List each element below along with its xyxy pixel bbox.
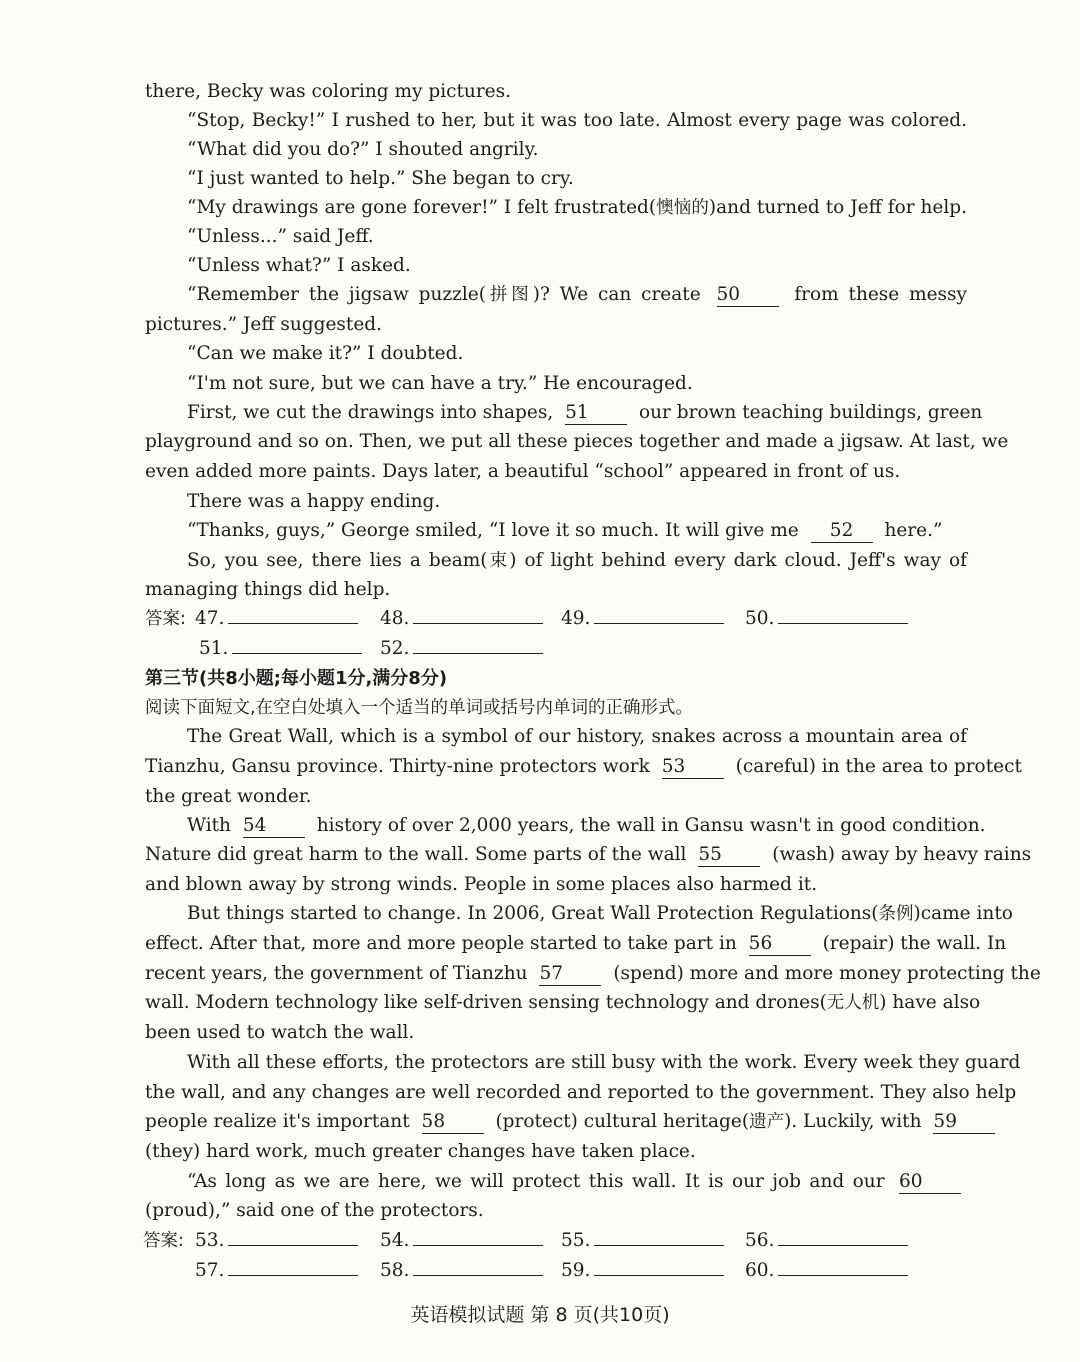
- text-span: ). Luckily, with: [784, 1111, 922, 1132]
- passage-line: [145, 1107, 967, 1137]
- answer-line[interactable]: [413, 1257, 543, 1276]
- passage-line: [187, 398, 983, 428]
- text-span: So, you see, there lies a beam(: [187, 550, 488, 571]
- text-span: First, we cut the drawings into shapes,: [187, 402, 554, 423]
- section-title: 第三节(共8小题;每小题1分,满分8分): [145, 668, 448, 689]
- passage-line: “Unless what?” I asked.: [187, 255, 411, 276]
- passage-line: There was a happy ending.: [187, 491, 441, 512]
- text-span: effect. After that, more and more people started to take part in: [145, 933, 737, 954]
- blank-50[interactable]: 50: [717, 284, 779, 307]
- chinese-gloss: 拼图: [485, 285, 533, 305]
- text-span: )came into: [913, 903, 1013, 924]
- text-span: wall. Modern technology like self-driven sensing technology and drones(: [145, 992, 827, 1013]
- passage-line: [187, 1167, 967, 1197]
- passage-line: managing things did help.: [145, 579, 391, 600]
- text-span: Nature did great harm to the wall. Some parts of the wall: [145, 844, 687, 865]
- passage-line: [145, 959, 1041, 989]
- passage-line: [145, 752, 1022, 782]
- answer-line[interactable]: [778, 1227, 908, 1246]
- answer-slot-54[interactable]: [380, 1226, 543, 1256]
- answer-row: [145, 1256, 967, 1286]
- answer-slot-52[interactable]: [380, 634, 543, 664]
- answer-slot-58[interactable]: [380, 1256, 543, 1286]
- answer-number: 59.: [561, 1260, 591, 1281]
- answer-slot-50[interactable]: [745, 604, 908, 634]
- answer-row: [145, 604, 967, 634]
- answer-line[interactable]: [413, 605, 543, 624]
- passage-line: been used to watch the wall.: [145, 1022, 415, 1043]
- passage-line: pictures.” Jeff suggested.: [145, 314, 383, 335]
- answer-number: 48.: [380, 608, 410, 629]
- text-span: (wash) away by heavy rains: [772, 844, 1032, 865]
- passage-line: “I just wanted to help.” She began to cry.: [187, 168, 574, 189]
- blank-54[interactable]: 54: [243, 815, 305, 838]
- passage-line: the great wonder.: [145, 786, 312, 807]
- passage-line: “Stop, Becky!” I rushed to her, but it was too late. Almost every page was colored.: [187, 110, 967, 131]
- answer-number: 50.: [745, 608, 775, 629]
- passage-line: With all these efforts, the protectors are still busy with the work. Every week they guard: [187, 1052, 1021, 1073]
- passage-line: (they) hard work, much greater changes have taken place.: [145, 1141, 696, 1162]
- answer-line[interactable]: [778, 605, 908, 624]
- text-span: “Remember the jigsaw puzzle(: [187, 284, 486, 305]
- answer-slot-49[interactable]: [561, 604, 724, 634]
- answer-number: 52.: [380, 638, 410, 659]
- answer-slot-59[interactable]: [561, 1256, 724, 1286]
- answer-line[interactable]: [232, 635, 362, 654]
- blank-60[interactable]: 60: [899, 1171, 961, 1194]
- answer-slot-56[interactable]: [745, 1226, 908, 1256]
- answer-line[interactable]: [228, 1257, 358, 1276]
- chinese-gloss: 条例: [878, 904, 914, 924]
- answer-line[interactable]: [228, 1227, 358, 1246]
- passage-line: even added more paints. Days later, a beautiful “school” appeared in front of us.: [145, 461, 901, 482]
- text-span: “My drawings are gone forever!” I felt frustrated(: [187, 197, 657, 218]
- blank-53[interactable]: 53: [662, 756, 724, 779]
- answer-slot-60[interactable]: [745, 1256, 908, 1286]
- answer-slot-47[interactable]: [195, 604, 358, 634]
- text-span: (protect) cultural heritage(: [495, 1111, 750, 1132]
- blank-56[interactable]: 56: [749, 933, 811, 956]
- text-span: recent years, the government of Tianzhu: [145, 963, 528, 984]
- answer-slot-55[interactable]: [561, 1226, 724, 1256]
- passage-line: [187, 899, 1013, 929]
- text-span: history of over 2,000 years, the wall in Gansu wasn't in good condition.: [316, 815, 986, 836]
- answer-number: 55.: [561, 1230, 591, 1251]
- passage-line: there, Becky was coloring my pictures.: [145, 81, 511, 102]
- blank-51[interactable]: 51: [565, 402, 627, 425]
- chinese-gloss: 无人机: [826, 993, 880, 1013]
- text-span: people realize it's important: [145, 1111, 410, 1132]
- passage-line: [145, 929, 1007, 959]
- answer-number: 60.: [745, 1260, 775, 1281]
- text-span: “As long as we are here, we will protect this wall. It is our job and our: [187, 1171, 885, 1192]
- answer-line[interactable]: [594, 605, 724, 624]
- answer-number: 47.: [195, 608, 225, 629]
- answer-number: 54.: [380, 1230, 410, 1251]
- passage-line: playground and so on. Then, we put all these pieces together and made a jigsaw. At last, we: [145, 431, 1009, 452]
- text-span: )and turned to Jeff for help.: [708, 197, 968, 218]
- blank-59[interactable]: 59: [933, 1111, 995, 1134]
- text-span: “Thanks, guys,” George smiled, “I love it so much. It will give me: [187, 520, 799, 541]
- text-span: our brown teaching buildings, green: [639, 402, 983, 423]
- chinese-gloss: 束: [487, 551, 510, 571]
- section-instruction: 阅读下面短文,在空白处填入一个适当的单词或括号内单词的正确形式。: [145, 698, 694, 718]
- answer-prefix: 答案:: [143, 1231, 184, 1251]
- text-span: Tianzhu, Gansu province. Thirty-nine protectors work: [145, 756, 650, 777]
- text-span: (repair) the wall. In: [822, 933, 1007, 954]
- blank-58[interactable]: 58: [422, 1111, 484, 1134]
- passage-line: [187, 280, 967, 310]
- text-span: But things started to change. In 2006, Great Wall Protection Regulations(: [187, 903, 879, 924]
- passage-line: the wall, and any changes are well recorded and reported to the government. They also help: [145, 1082, 1017, 1103]
- text-span: ) have also: [879, 992, 981, 1013]
- answer-line[interactable]: [594, 1227, 724, 1246]
- text-span: ) of light behind every dark cloud. Jeff's way of: [509, 550, 967, 571]
- passage-line: “Unless...” said Jeff.: [187, 226, 374, 247]
- answer-prefix: 答案:: [145, 609, 186, 629]
- answer-line[interactable]: [594, 1257, 724, 1276]
- text-span: here.”: [884, 520, 943, 541]
- passage-line: [187, 516, 967, 546]
- passage-line: [187, 546, 967, 576]
- blank-52[interactable]: 52: [811, 520, 873, 543]
- answer-slot-53[interactable]: [195, 1226, 358, 1256]
- passage-line: [187, 811, 986, 841]
- text-span: (spend) more and more money protecting the: [613, 963, 1041, 984]
- chinese-gloss: 懊恼的: [656, 198, 709, 218]
- answer-number: 57.: [195, 1260, 225, 1281]
- answer-line[interactable]: [228, 605, 358, 624]
- answer-number: 51.: [199, 638, 229, 659]
- blank-57[interactable]: 57: [539, 963, 601, 986]
- text-span: With: [187, 815, 231, 836]
- answer-slot-57[interactable]: [195, 1256, 358, 1286]
- answer-number: 56.: [745, 1230, 775, 1251]
- answer-line[interactable]: [413, 1227, 543, 1246]
- passage-line: The Great Wall, which is a symbol of our history, snakes across a mountain area of: [187, 726, 967, 747]
- page-footer: 英语模拟试题 第 8 页(共10页): [410, 1304, 670, 1326]
- passage-line: [145, 988, 981, 1018]
- answer-line[interactable]: [778, 1257, 908, 1276]
- chinese-gloss: 遗产: [749, 1112, 785, 1132]
- blank-55[interactable]: 55: [698, 844, 760, 867]
- text-span: )? We can create: [532, 284, 701, 305]
- answer-row: [145, 1226, 967, 1256]
- answer-number: 58.: [380, 1260, 410, 1281]
- passage-line: and blown away by strong winds. People in some places also harmed it.: [145, 874, 818, 895]
- answer-row: [145, 634, 967, 664]
- answer-slot-48[interactable]: [380, 604, 543, 634]
- passage-line: “Can we make it?” I doubted.: [187, 343, 464, 364]
- passage-line: (proud),” said one of the protectors.: [145, 1200, 484, 1221]
- answer-number: 49.: [561, 608, 591, 629]
- answer-number: 53.: [195, 1230, 225, 1251]
- passage-line: “What did you do?” I shouted angrily.: [187, 139, 539, 160]
- passage-line: [145, 840, 1032, 870]
- text-span: from these messy: [794, 284, 968, 305]
- answer-line[interactable]: [413, 635, 543, 654]
- text-span: (careful) in the area to protect: [735, 756, 1022, 777]
- passage-line: [187, 193, 967, 223]
- answer-slot-51[interactable]: [199, 634, 362, 664]
- passage-line: “I'm not sure, but we can have a try.” He encouraged.: [187, 373, 693, 394]
